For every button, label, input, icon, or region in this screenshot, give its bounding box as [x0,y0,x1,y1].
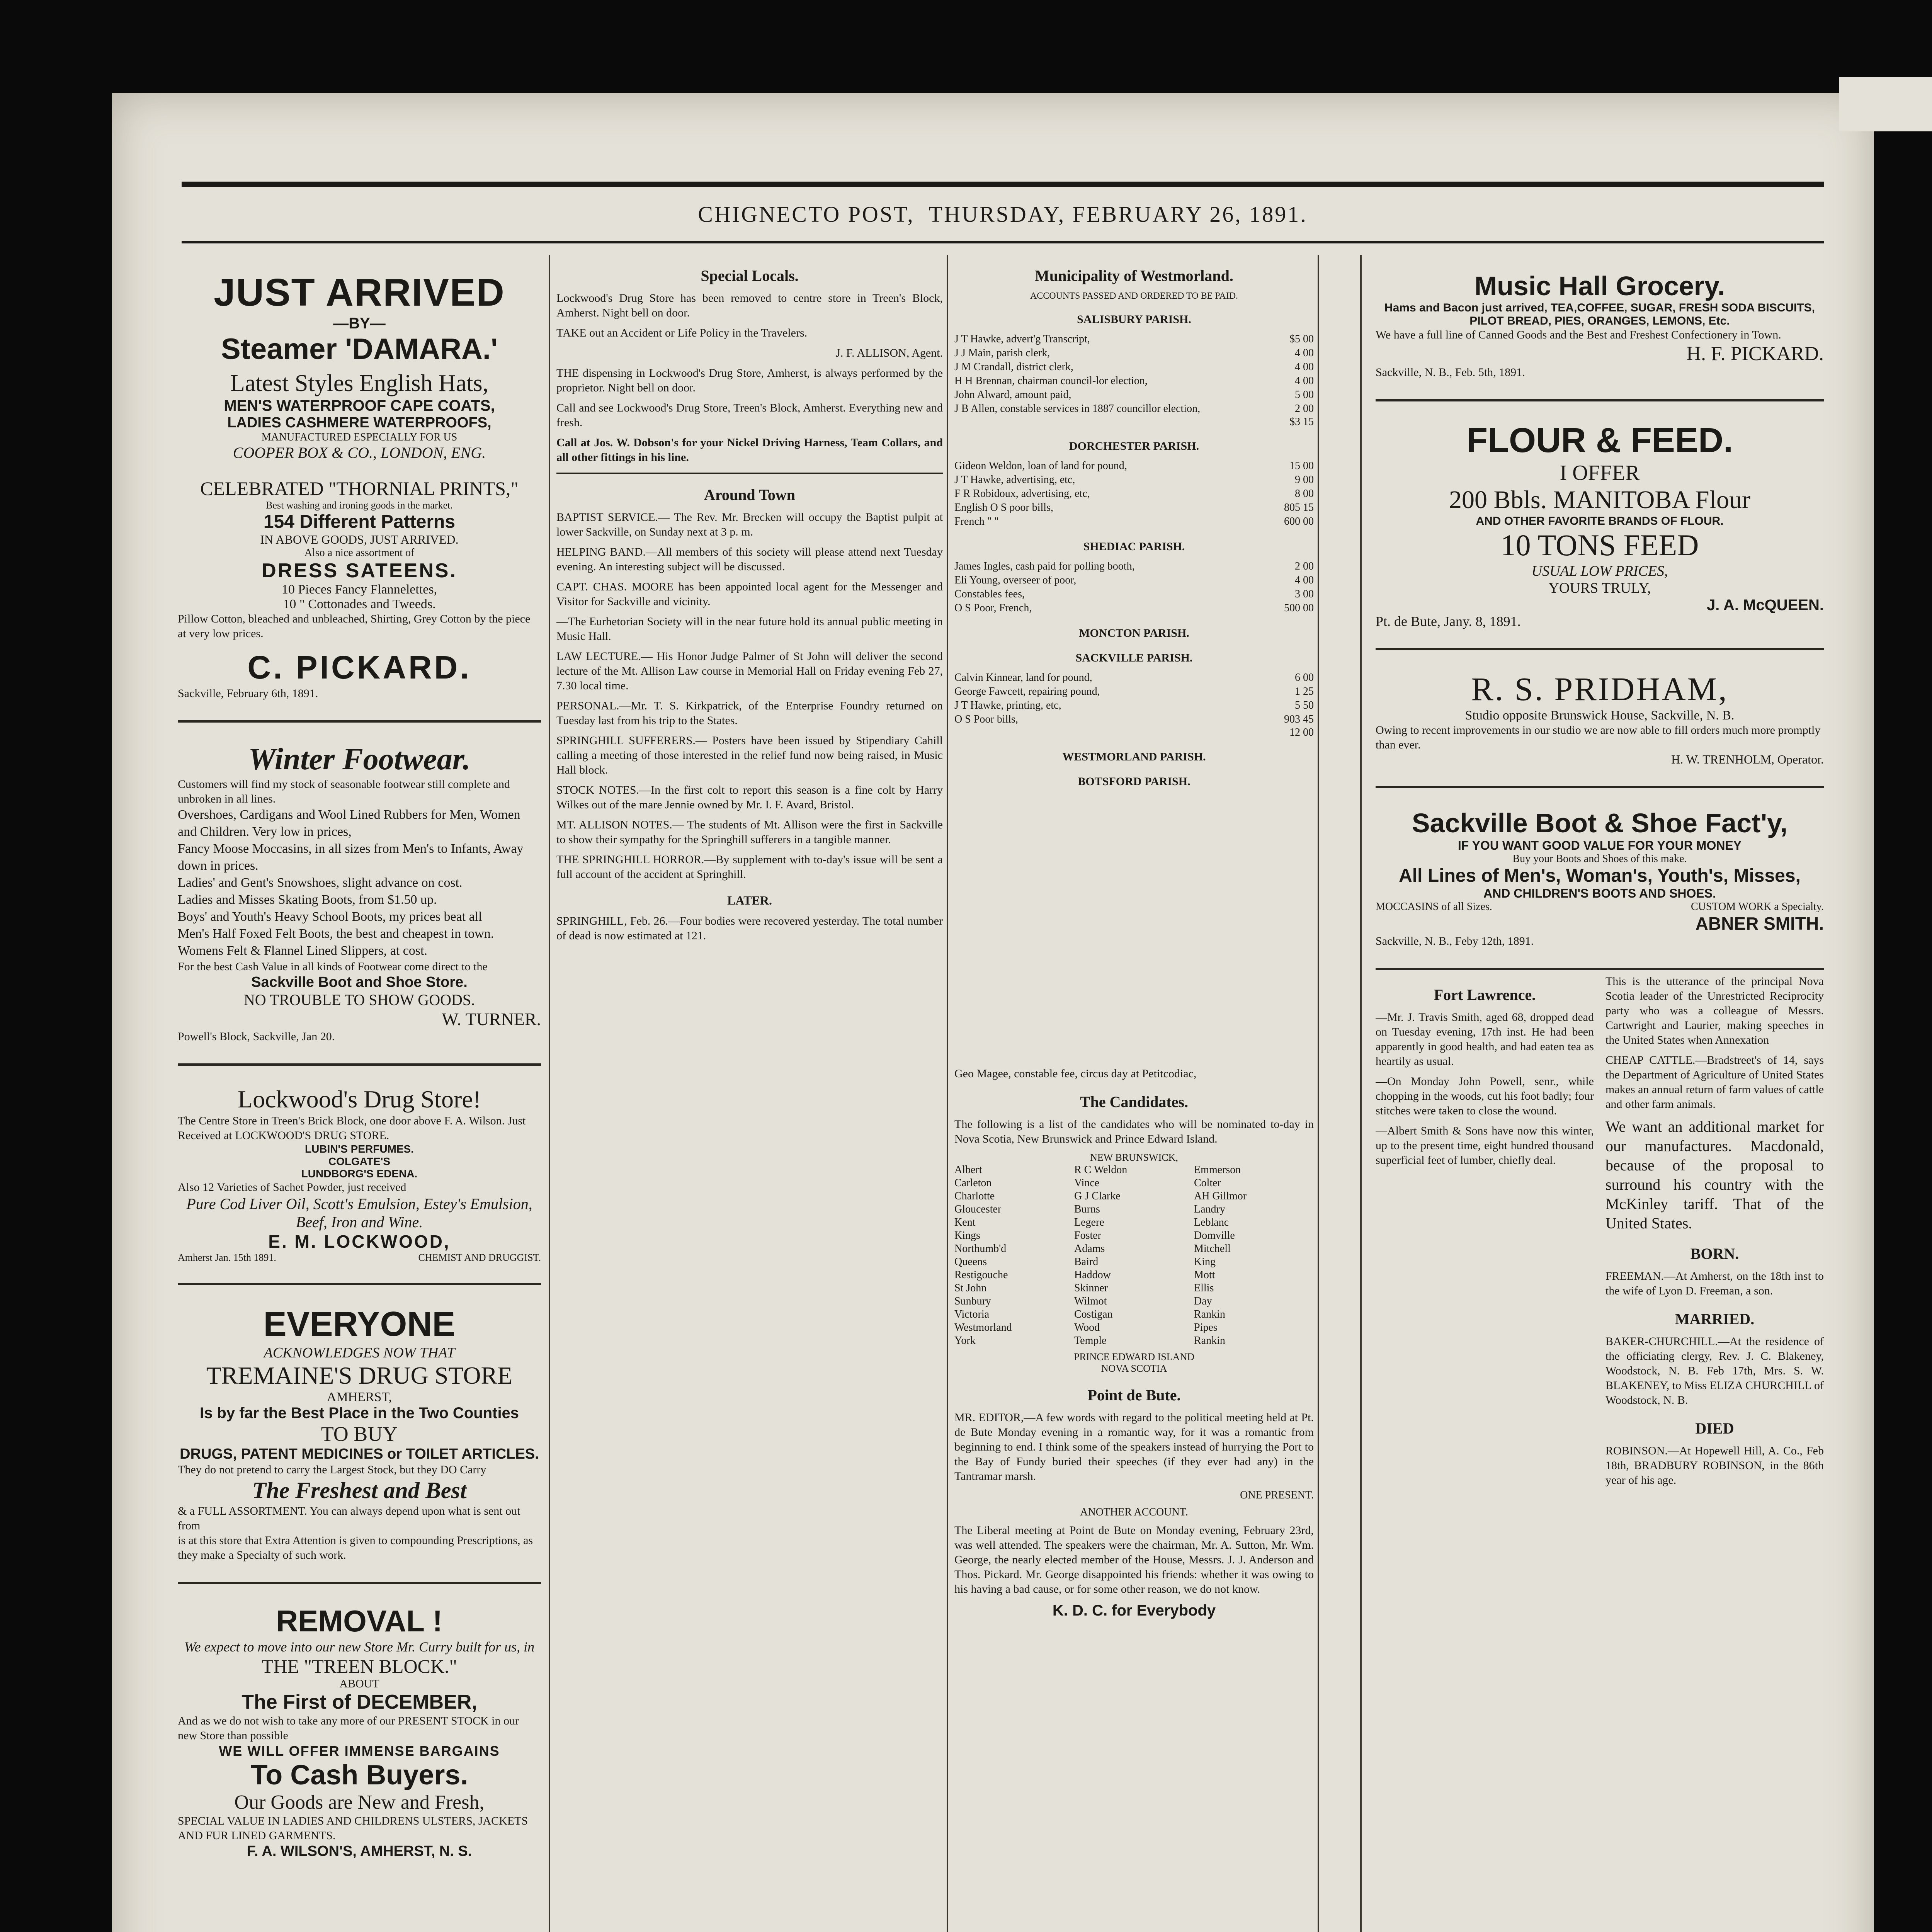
account-row [954,685,1314,699]
candidate-cell: Temple [1074,1335,1107,1347]
candidate-cell: Rankin [1194,1335,1225,1347]
ad-title: REMOVAL ! [276,1604,443,1638]
candidate-cell: Adams [1074,1243,1105,1255]
ad-dateline: Sackville, N. B., Feby 12th, 1891. [1376,935,1534,947]
ad-line: Buy your Boots and Shoes of this make. [1512,853,1687,865]
account-amount: 1 25 [1295,685,1314,697]
ad-line: AMHERST, [327,1390,392,1404]
article-paragraph: THE dispensing in Lockwood's Drug Store, Amherst, is always performed by the proprietor. Night bell on door. [556,367,943,394]
article-paragraph: —The Eurhetorian Society will in the near future hold its annual public meeting in Music Hall. [556,615,943,643]
article-paragraph: The Liberal meeting at Point de Bute on Monday evening, February 23rd, was well attended. The speakers were the chairman, Mr. A. Sutton, Mr. Wm. George, the nearly elected member of the House, Messrs. J. J. Anderson and Thos. Pickard. Mr. George disappointed his friends: whether it was owing to his having a bad cause, or for some other reason, we do not know. [954,1524,1314,1595]
account-amount: 805 15 [1284,502,1314,514]
ad-winter-footwear [178,726,541,1066]
candidate-cell: AH Gillmor [1194,1190,1247,1202]
ad-line: WE WILL OFFER IMMENSE BARGAINS [219,1743,500,1759]
article-paragraph: THE SPRINGHILL HORROR.—By supplement with to-day's issue will be sent a full account of the accident at Springhill. [556,853,943,881]
ad-line: CELEBRATED "THORNIAL PRINTS," [200,478,519,499]
section-heading: Around Town [704,486,796,503]
parish-heading: MONCTON PARISH. [1079,627,1189,639]
column-editorial-right [1605,974,1824,1493]
ad-line: Sackville Boot and Shoe Store. [251,974,468,990]
candidate-cell: Leblanc [1194,1216,1229,1228]
candidate-cell: Colter [1194,1177,1221,1189]
candidate-cell: Rankin [1194,1308,1225,1320]
account-amount: 5 00 [1295,389,1314,401]
ad-title: Sackville Boot & Shoe Fact'y, [1412,808,1788,838]
column-rule [947,255,948,1932]
candidate-cell: Domville [1194,1230,1235,1242]
ad-line: Owing to recent improvements in our studio we are now able to fill orders much more promptly than ever. [1376,724,1821,751]
ad-line: CHEMIST AND DRUGGIST. [418,1252,541,1263]
ad-tremaine [178,1289,541,1584]
ad-title: Music Hall Grocery. [1474,271,1725,301]
candidate-cell: Kent [954,1216,976,1228]
account-desc: J M Crandall, district clerk, [954,361,1073,373]
ad-signature: F. A. WILSON'S, AMHERST, N. S. [247,1843,472,1859]
account-row [954,601,1314,615]
parish-heading: BOTSFORD PARISH. [1078,775,1190,788]
accounts-list [954,671,1314,726]
accounts-list [954,459,1314,529]
candidate-cell: Northumb'd [954,1243,1007,1255]
ad-line: Latest Styles English Hats, [230,370,489,396]
candidate-cell: Legere [1074,1216,1104,1228]
ad-line: I OFFER [1560,461,1640,485]
parish-heading: WESTMORLAND PARISH. [1062,750,1206,763]
ad-line: They do not pretend to carry the Largest Stock, but they DO Carry [178,1463,486,1476]
account-desc: Eli Young, overseer of poor, [954,574,1077,586]
article-paragraph: —Albert Smith & Sons have now this winter, up to the present time, eight hundred thousand superficial feet of lumber, chiefly deal. [1376,1124,1594,1167]
section-subheading: ACCOUNTS PASSED AND ORDERED TO BE PAID. [1030,291,1238,301]
candidate-cell: Vince [1074,1177,1100,1189]
ad-line: For the best Cash Value in all kinds of Footwear come direct to the [178,960,488,973]
candidate-cell: Wilmot [1074,1295,1107,1307]
account-amount: 2 00 [1295,560,1314,572]
section-heading: LATER. [727,893,772,907]
ad-line: To Cash Buyers. [250,1760,468,1791]
account-amount: 4 00 [1295,375,1314,387]
article-paragraph: SPRINGHILL, Feb. 26.—Four bodies were recovered yesterday. The total number of dead is now estimated at 121. [556,915,943,942]
account-row [954,671,1314,685]
candidate-cell: Haddow [1074,1269,1111,1281]
ad-signature: C. PICKARD. [247,649,471,685]
section-heading: DIED [1695,1420,1734,1437]
ad-line: 200 Bbls. MANITOBA Flour [1449,486,1750,514]
ad-line: Customers will find my stock of seasonable footwear still complete and unbroken in all lines. [178,778,510,805]
ad-line: Studio opposite Brunswick House, Sackville, N. B. [1465,708,1735,723]
account-desc: English O S poor bills, [954,502,1053,514]
account-desc: J B Allen, constable services in 1887 councillor election, [954,403,1201,415]
account-row [954,713,1314,726]
ad-line: DRUGS, PATENT MEDICINES or TOILET ARTICLES. [180,1446,539,1462]
parish-heading: DORCHESTER PARISH. [1069,440,1199,452]
ad-line: Ladies and Misses Skating Boots, from $1.50 up. [178,893,437,907]
candidate-cell: Baird [1074,1256,1099,1268]
issue-date: THURSDAY, FEBRUARY 26, 1891. [929,201,1308,227]
province-heading: NOVA SCOTIA [1101,1363,1167,1374]
ad-title: EVERYONE [263,1305,456,1344]
account-amount: 3 00 [1295,588,1314,600]
ad-line: COOPER BOX & CO., LONDON, ENG. [233,444,486,461]
column-rule [549,255,550,1932]
ad-line: The Freshest and Best [252,1478,467,1503]
ad-line: NO TROUBLE TO SHOW GOODS. [243,991,475,1009]
account-desc: Gideon Weldon, loan of land for pound, [954,460,1127,472]
ad-line: Pillow Cotton, bleached and unbleached, Shirting, Grey Cotton by the piece at very low prices. [178,612,531,640]
article-paragraph: CAPT. CHAS. MOORE has been appointed local agent for the Messenger and Visitor for Sackville and vicinity. [556,580,943,608]
ad-line: YOURS TRULY, [1548,580,1651,596]
column-rule [1318,255,1319,1932]
article-paragraph: HELPING BAND.—All members of this society will please attend next Tuesday evening. An interesting subject will be discussed. [556,546,943,573]
ad-line: 10 Pieces Fancy Flannelettes, [281,582,437,597]
candidate-cell: R C Weldon [1074,1164,1128,1176]
ad-steamer: Steamer 'DAMARA.' [221,333,498,366]
ad-line: MOCCASINS of all Sizes. [1376,901,1492,913]
ad-line: USUAL LOW PRICES, [1531,563,1668,579]
ad-line: DRESS SATEENS. [262,560,457,582]
masthead [182,182,1824,243]
article-paragraph: PERSONAL.—Mr. T. S. Kirkpatrick, of the Enterprise Foundry returned on Tuesday last from his trip to the States. [556,699,943,727]
ad-lockwood [178,1070,541,1285]
candidate-cell: King [1194,1256,1216,1268]
province-heading: NEW BRUNSWICK, [1090,1152,1178,1163]
ad-line: Our Goods are New and Fresh, [234,1791,485,1813]
ad-line: ACKNOWLEDGES NOW THAT [264,1345,455,1361]
account-row [954,459,1314,473]
account-desc: J J Main, parish clerk, [954,347,1050,359]
article-paragraph: Geo Magee, constable fee, circus day at Petitcodiac, [954,1067,1197,1080]
ad-dateline: Sackville, N. B., Feb. 5th, 1891. [1376,366,1525,379]
ad-line: MANUFACTURED ESPECIALLY FOR US [261,431,457,443]
ad-line: IF YOU WANT GOOD VALUE FOR YOUR MONEY [1458,838,1742,852]
article-paragraph: ROBINSON.—At Hopewell Hill, A. Co., Feb 18th, BRADBURY ROBINSON, in the 86th year of his age. [1605,1444,1824,1486]
ad-line: Pure Cod Liver Oil, Scott's Emulsion, Estey's Emulsion, Beef, Iron and Wine. [186,1195,532,1231]
account-row [954,560,1314,573]
ad-line: Also 12 Varieties of Sachet Powder, just received [178,1181,406,1194]
article-paragraph: BAPTIST SERVICE.— The Rev. Mr. Brecken will occupy the Baptist pulpit at lower Sackville, on Sunday next at 3 p. m. [556,511,943,538]
ad-music-hall [1376,255,1824,401]
article-paragraph: TAKE out an Accident or Life Policy in the Travelers. [556,327,808,339]
ad-signature: E. M. LOCKWOOD, [268,1231,451,1252]
article-paragraph: STOCK NOTES.—In the first colt to report this season is a fine colt by Harry Wilkes out of the mare Jennie owned by Mr. I. F. Avard, Bristol. [556,784,943,811]
column-fort-lawrence [1376,974,1594,1493]
candidate-cell: Kings [954,1230,980,1242]
ad-signature: J. A. McQUEEN. [1706,597,1824,614]
ad-line: MEN'S WATERPROOF CAPE COATS, [224,397,495,414]
ad-line: AND OTHER FAVORITE BRANDS OF FLOUR. [1476,515,1724,527]
column-right [1376,255,1824,1932]
ad-line: Overshoes, Cardigans and Wool Lined Rubbers for Men, Women and Children. Very low in prices, [178,808,520,839]
account-amount: $5 00 [1289,333,1314,345]
account-amount: 4 00 [1295,574,1314,586]
ad-dateline: Powell's Block, Sackville, Jan 20. [178,1030,335,1043]
account-amount: 4 00 [1295,347,1314,359]
account-row [954,360,1314,374]
province-heading: PRINCE EDWARD ISLAND [1074,1351,1194,1362]
section-heading: BORN. [1690,1245,1739,1262]
article-paragraph: LAW LECTURE.— His Honor Judge Palmer of St John will deliver the second lecture of the Mt. Allison Law course in Memorial Hall on Friday evening Feb 27, 7.30 local time. [556,650,943,692]
article-paragraph: We want an additional market for our manufactures. Macdonald, because of the proposal to surround his country with the McKinley tariff. That of the United States. [1605,1118,1824,1232]
ad-signature: H. F. PICKARD. [1686,343,1824,365]
ad-line: COLGATE'S [328,1155,391,1167]
candidate-cell: G J Clarke [1074,1190,1121,1202]
ad-by: —BY— [333,315,386,332]
ad-line: Fancy Moose Moccasins, in all sizes from Men's to Infants, Away down in prices. [178,842,524,873]
parish-heading: SALISBURY PARISH. [1077,313,1191,326]
ad-damara [178,255,541,723]
section-heading: MARRIED. [1675,1310,1755,1328]
ad-line: The Centre Store in Treen's Brick Block, one door above F. A. Wilson. Just Received at LOCKWOOD'S DRUG STORE. [178,1114,526,1142]
candidate-cell: Gloucester [954,1203,1002,1215]
candidate-cell: Landry [1194,1203,1225,1215]
ad-line: Ladies' and Gent's Snowshoes, slight advance on cost. [178,876,463,890]
account-row [954,332,1314,346]
ad-title: JUST ARRIVED [214,271,505,314]
accounts-list [954,560,1314,615]
candidate-cell: Emmerson [1194,1164,1241,1176]
account-amount: 6 00 [1295,672,1314,684]
account-row [954,587,1314,601]
ad-line: Is by far the Best Place in the Two Counties [199,1405,519,1422]
article-paragraph: BAKER-CHURCHILL.—At the residence of the officiating clergy, Rev. J. C. Blakeney, Woodstock, N. B. Feb 17th, Mrs. S. W. BLAKENEY, to Miss ELIZA CHURCHILL of Woodstock, N. B. [1605,1335,1824,1406]
account-amount: 600 00 [1284,515,1314,527]
ad-line: LUBIN'S PERFUMES. [304,1143,414,1155]
ad-line: And as we do not wish to take any more of our PRESENT STOCK in our new Store than possible [178,1714,519,1742]
account-row [954,388,1314,402]
account-amount: 5 50 [1295,699,1314,711]
ad-sackville-boot [1376,792,1824,970]
ad-line: LUNDBORG'S EDENA. [301,1168,418,1180]
account-desc: George Fawcett, repairing pound, [954,685,1100,697]
article-paragraph: SPRINGHILL SUFFERERS.— Posters have been issued by Stipendiary Cahill calling a meeting of those interested in the relief fund now being raised, in Music Hall block. [556,734,943,776]
ad-line: SPECIAL VALUE IN LADIES AND CHILDRENS ULSTERS, JACKETS AND FUR LINED GARMENTS. [178,1815,528,1842]
section-heading: Special Locals. [701,267,799,284]
column-politics [954,1066,1314,1932]
ad-signature: W. TURNER. [442,1009,541,1029]
account-row [954,402,1314,416]
candidate-cell: Sunbury [954,1295,991,1307]
account-desc: J T Hawke, advert'g Transcript, [954,333,1090,345]
ad-line: THE "TREEN BLOCK." [261,1655,457,1677]
account-total: $3 15 [1289,416,1314,428]
article-paragraph: —On Monday John Powell, senr., while chopping in the woods, cut his foot badly; four stitches were taken to close the wound. [1376,1075,1594,1117]
ad-flour-feed [1376,405,1824,650]
candidate-cell: St John [954,1282,987,1294]
candidate-cell: Victoria [954,1308,990,1320]
candidate-cell: Restigouche [954,1269,1008,1281]
candidate-cell: Mitchell [1194,1243,1231,1255]
ad-line: TO BUY [321,1422,398,1446]
ad-line: AND CHILDREN'S BOOTS AND SHOES. [1483,886,1716,900]
candidate-cell: Costigan [1074,1308,1113,1320]
parish-heading: SHEDIAC PARISH. [1083,540,1185,553]
candidate-cell: Albert [954,1164,982,1176]
ad-line: Womens Felt & Flannel Lined Slippers, at cost. [178,944,428,958]
byline: ONE PRESENT. [1240,1489,1314,1501]
column-rule [1360,255,1362,1932]
account-row [954,573,1314,587]
section-heading: Point de Bute. [1087,1386,1181,1404]
account-amount: 9 00 [1295,474,1314,486]
section-heading: Municipality of Westmorland. [1035,267,1233,284]
ad-removal [178,1588,541,1879]
account-row [954,473,1314,487]
ad-line: The First of DECEMBER, [242,1691,477,1713]
accounts-list [954,332,1314,416]
parish-heading: SACKVILLE PARISH. [1075,651,1193,664]
account-row [954,501,1314,515]
page-corner-tear [1839,77,1932,131]
account-desc: Calvin Kinnear, land for pound, [954,672,1092,684]
ad-title: R. S. PRIDHAM, [1471,670,1728,707]
account-row [954,515,1314,529]
ad-title: FLOUR & FEED. [1466,421,1733,460]
article-paragraph: —Mr. J. Travis Smith, aged 68, dropped dead on Tuesday evening, 17th inst. He had been apparently in good health, and had eaten tea as heartily as usual. [1376,1011,1594,1068]
ad-line: LADIES CASHMERE WATERPROOFS, [227,415,492,431]
article-paragraph: CHEAP CATTLE.—Bradstreet's of 14, says the Department of Agriculture of United States makes an annual return of farm values of cattle and other farm animals. [1605,1054,1824,1111]
account-total: 12 00 [1289,726,1314,738]
candidate-cell: Day [1194,1295,1212,1307]
paper-name: CHIGNECTO POST, [698,201,915,227]
candidate-cell: York [954,1335,976,1347]
candidate-cell: Foster [1074,1230,1101,1242]
ad-title: Winter Footwear. [248,742,471,776]
ad-line: 154 Different Patterns [263,512,456,532]
column-ads-left [178,255,541,1932]
account-row [954,487,1314,501]
candidate-cell: Wood [1074,1321,1100,1333]
section-heading: Fort Lawrence. [1434,986,1536,1003]
ad-line: Hams and Bacon just arrived, TEA,COFFEE, SUGAR, FRESH SODA BISCUITS, PILOT BREAD, PIES, ORANGES, LEMONS, Etc. [1384,301,1815,327]
candidate-cell: Burns [1074,1203,1100,1215]
candidate-cell: Carleton [954,1177,992,1189]
ad-line: IN ABOVE GOODS, JUST ARRIVED. [260,532,459,546]
article-paragraph: MR. EDITOR,—A few words with regard to the political meeting held at Pt. de Bute Monday evening in a romantic way, for it was a romantic from beginning to end. I think some of the speakers instead of hurrying the Port to the Bay of Fundy buried their speeches (if they ever had any) in the Tantramar marsh. [954,1411,1314,1483]
account-row [954,699,1314,713]
account-desc: F R Robidoux, advertising, etc, [954,488,1090,500]
candidate-cell: Pipes [1194,1321,1218,1333]
account-desc: James Ingles, cash paid for polling booth, [954,560,1135,572]
ad-dateline: Amherst Jan. 15th 1891. [178,1252,276,1263]
account-amount: 8 00 [1295,488,1314,500]
article-paragraph: This is the utterance of the principal Nova Scotia leader of the Unrestricted Reciprocity party who was a colleague of Messrs. Cartwright and Laurier, making speeches in the United States when Annexation [1605,975,1824,1046]
account-desc: O S Poor bills, [954,713,1018,725]
ad-line: 10 " Cottonades and Tweeds. [283,597,436,611]
ad-line: Boys' and Youth's Heavy School Boots, my prices beat all [178,910,482,924]
section-heading: The Candidates. [1080,1093,1189,1111]
ad-line: We expect to move into our new Store Mr. Curry built for us, in [184,1639,535,1655]
candidate-cell: Skinner [1074,1282,1108,1294]
account-amount: 4 00 [1295,361,1314,373]
ad-signature: H. W. TRENHOLM, Operator. [1671,752,1824,766]
section-subheading: ANOTHER ACCOUNT. [1080,1506,1188,1518]
account-row [954,374,1314,388]
candidates-table [954,1163,1314,1347]
account-row [954,346,1314,360]
article-paragraph: Call at Jos. W. Dobson's for your Nickel Driving Harness, Team Collars, and all other fittings in his line. [556,436,943,464]
ad-line: 10 TONS FEED [1500,528,1699,562]
article-paragraph: FREEMAN.—At Amherst, on the 18th inst to the wife of Lyon D. Freeman, a son. [1605,1270,1824,1297]
article-paragraph: J. F. ALLISON, Agent. [836,347,943,359]
account-desc: O S Poor, French, [954,602,1032,614]
account-desc: J T Hawke, advertising, etc, [954,474,1075,486]
candidate-cell: Ellis [1194,1282,1214,1294]
ad-line: Also a nice assortment of [304,547,415,559]
ad-signature: ABNER SMITH. [1695,913,1824,934]
account-desc: John Alward, amount paid, [954,389,1071,401]
ad-dateline: Sackville, February 6th, 1891. [178,687,318,700]
candidate-cell: Queens [954,1256,987,1268]
account-desc: H H Brennan, chairman council-lor election, [954,375,1148,387]
ad-line: & a FULL ASSORTMENT. You can always depend upon what is sent out from [178,1505,520,1532]
article-paragraph: Call and see Lockwood's Drug Store, Treen's Block, Amherst. Everything new and fresh. [556,401,943,429]
candidate-cell: Westmorland [954,1321,1012,1333]
column-locals [556,255,943,1932]
account-desc: French " " [954,515,999,527]
ad-line: We have a full line of Canned Goods and the Best and Freshest Confectionery in Town. [1376,328,1781,341]
ad-line: Best washing and ironing goods in the market. [266,500,453,511]
account-amount: 903 45 [1284,713,1314,725]
ad-line: is at this store that Extra Attention is given to compounding Prescriptions, as they make a Specialty of such work. [178,1534,533,1561]
ad-line: Men's Half Foxed Felt Boots, the best and cheapest in town. [178,927,494,941]
ad-title: Lockwood's Drug Store! [237,1085,481,1113]
ad-line: All Lines of Men's, Woman's, Youth's, Misses, [1399,866,1801,886]
ad-line: ABOUT [339,1677,379,1690]
ad-line: CUSTOM WORK a Specialty. [1690,901,1824,913]
article-paragraph: Lockwood's Drug Store has been removed to centre store in Treen's Block, Amherst. Night bell on door. [556,292,943,319]
ad-line: TREMAINE'S DRUG STORE [206,1362,513,1389]
candidate-cell: Charlotte [954,1190,995,1202]
article-paragraph: MT. ALLISON NOTES.— The students of Mt. Allison were the first in Sackville to show their sympathy for the Springhill sufferers in a tangible manner. [556,818,943,846]
article-paragraph: The following is a list of the candidates who will be nominated to-day in Nova Scotia, New Brunswick and Prince Edward Island. [954,1118,1314,1145]
account-desc: J T Hawke, printing, etc, [954,699,1061,711]
ad-pridham [1376,654,1824,788]
account-amount: 2 00 [1295,403,1314,415]
kdc-ad: K. D. C. for Everybody [1052,1602,1216,1619]
candidate-cell: Mott [1194,1269,1215,1281]
account-amount: 500 00 [1284,602,1314,614]
account-amount: 15 00 [1289,460,1314,472]
ad-dateline: Pt. de Bute, Jany. 8, 1891. [1376,614,1521,629]
account-desc: Constables fees, [954,588,1025,600]
